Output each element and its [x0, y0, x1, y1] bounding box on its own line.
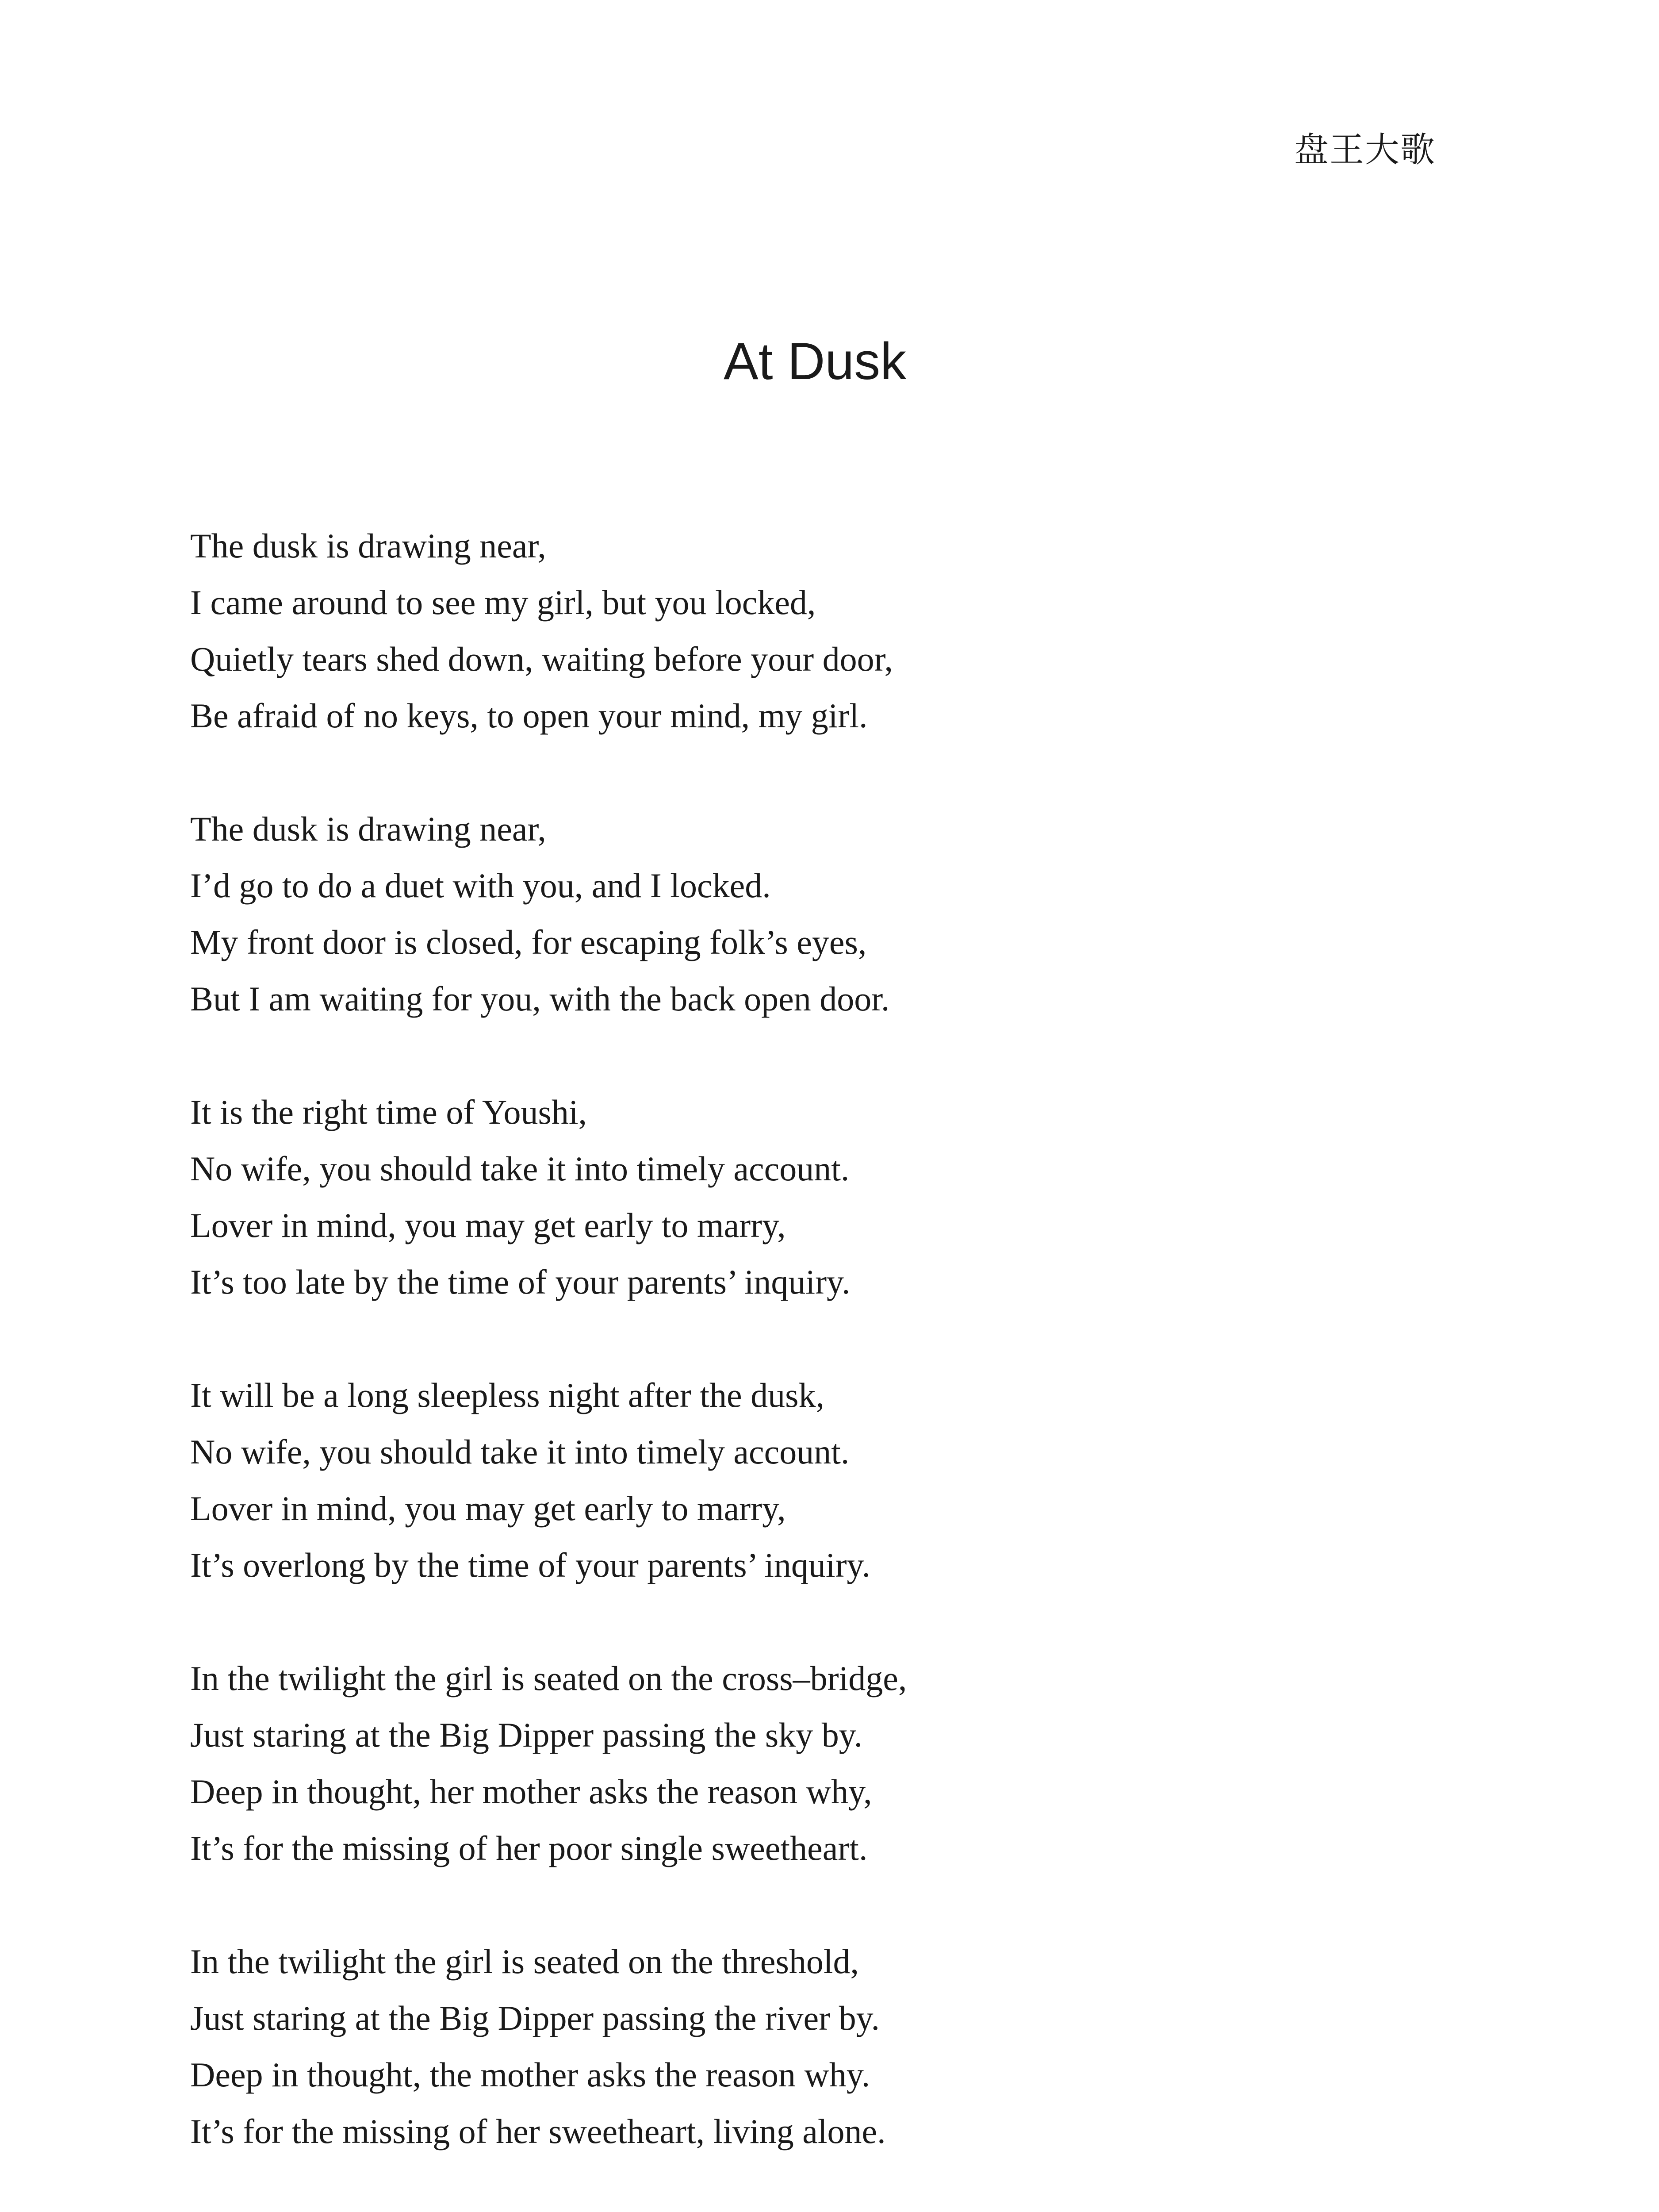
poem-line: No wife, you should take it into timely account.	[190, 1149, 850, 1188]
poem-line: The dusk is drawing near,	[190, 526, 546, 565]
poem-line: It is the right time of Youshi,	[190, 1093, 587, 1131]
poem-line: It’s for the missing of her poor single sweetheart.	[190, 1829, 868, 1867]
poem-line: But I am waiting for you, with the back open door.	[190, 979, 890, 1018]
running-header-title: 盘王大歌	[1294, 130, 1436, 170]
poem-line: I came around to see my girl, but you locked,	[190, 583, 816, 622]
stanza-6	[190, 1933, 1296, 2160]
poem-line: Deep in thought, her mother asks the reason why,	[190, 1772, 872, 1811]
poem-line: The dusk is drawing near,	[190, 810, 546, 848]
poem-line: No wife, you should take it into timely account.	[190, 1432, 850, 1471]
poem-line: In the twilight the girl is seated on the cross–bridge,	[190, 1659, 907, 1697]
poem-line: Lover in mind, you may get early to marry,	[190, 1489, 786, 1528]
poem-line: In the twilight the girl is seated on the threshold,	[190, 1942, 859, 1981]
stanza-2	[190, 801, 1296, 1027]
poem-line: Just staring at the Big Dipper passing the sky by.	[190, 1716, 863, 1754]
poem-title: At Dusk	[724, 332, 907, 391]
poem-body	[190, 518, 1296, 2160]
stanza-5	[190, 1650, 1296, 1877]
stanza-3	[190, 1084, 1296, 1310]
poem-line: My front door is closed, for escaping folk’s eyes,	[190, 923, 867, 961]
poem-line: It’s overlong by the time of your parents’ inquiry.	[190, 1546, 870, 1584]
poem-line: It’s for the missing of her sweetheart, living alone.	[190, 2112, 886, 2151]
poem-line: It’s too late by the time of your parents’ inquiry.	[190, 1263, 851, 1301]
poem-line: Deep in thought, the mother asks the reason why.	[190, 2055, 870, 2094]
poem-line: Just staring at the Big Dipper passing the river by.	[190, 1999, 880, 2037]
poem-line: Lover in mind, you may get early to marry,	[190, 1206, 786, 1244]
stanza-1	[190, 518, 1296, 744]
poem-line: I’d go to do a duet with you, and I locked.	[190, 866, 771, 905]
poem-line: Quietly tears shed down, waiting before your door,	[190, 640, 893, 678]
poem-line: It will be a long sleepless night after the dusk,	[190, 1376, 825, 1414]
poem-line: Be afraid of no keys, to open your mind, my girl.	[190, 696, 868, 735]
stanza-4	[190, 1367, 1296, 1594]
